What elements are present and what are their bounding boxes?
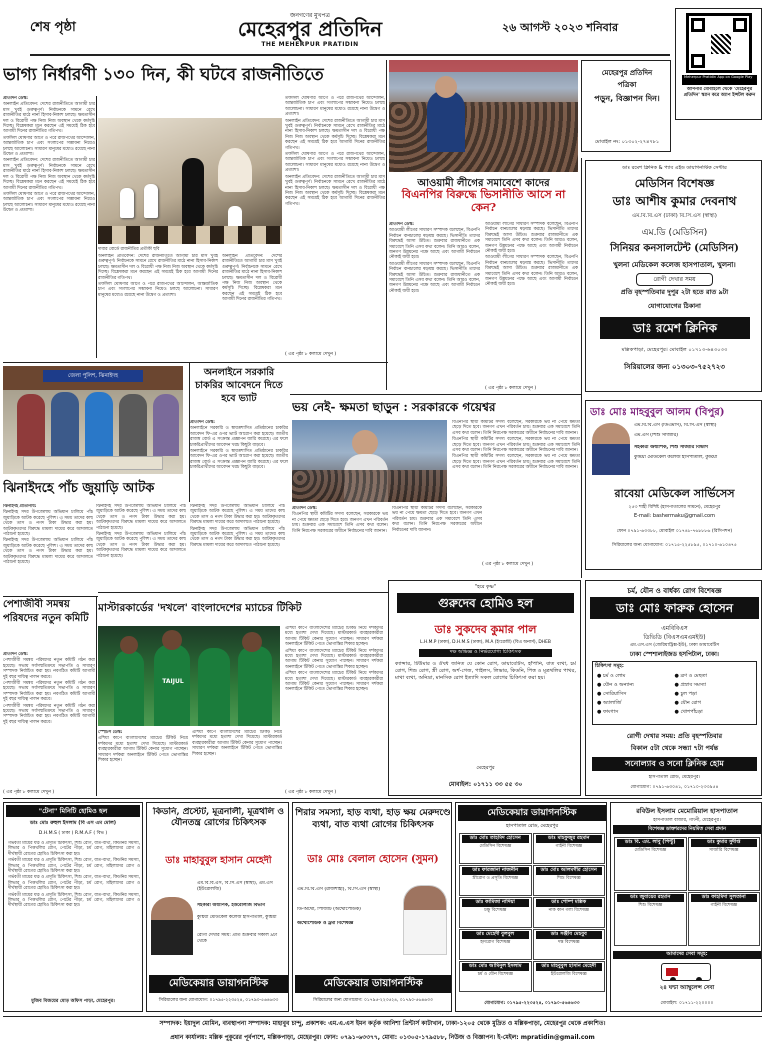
rabeya-doctor-name: ডাঃ মোঃ মাহবুবুল আলম (বিপুর) [590,407,725,418]
kidney-ad [146,802,289,1012]
doctor-card-name: ডাঃ ফারজানা নাজনীন [462,867,529,875]
doctor-ad-ashish [585,160,762,392]
gambling-body-c: ঝিনাইদহ সদর উপজেলায় অভিযান চালিয়ে পাঁচ জুয়াড়িকে আটক করেছে পুলিশ। এ সময় তাদের কাছ থেকে তাস ও নগদ টাকা উদ্ধার করা হয়। আটককৃতদের বিরুদ্ধে মামলা দায়ের করে আদালতে পাঠানো হয়েছে। [96,504,186,531]
faruk-service-item: ● ফাংগাস [597,709,619,715]
police-badge: জেলা পুলিশ, ঝিনাইদহ [43,370,143,382]
faruk-services-label: চিকিৎসা সমূহ: [595,663,624,669]
ad-specialty: মেডিসিন বিশেষজ্ঞ [634,177,715,190]
doctor-card [533,961,606,992]
lead-body-col2 [98,254,218,358]
gurudev-phone: মোবাইল: ০১৭১১ ৩৩ ৫৫ ৩০ [448,781,523,788]
doctor-card-info: মেডিসিন বিশেষজ্ঞ [479,844,512,849]
doctor-card [533,833,606,864]
doctor-card [533,897,606,928]
online-job-body [190,420,288,500]
online-job-body-a: অনলাইনে সরকারি ও স্বায়ত্তশাসিত প্রতিষ্ঠানের চাকরির আবেদন ফি-এর ওপর ভ্যাট আরোপ করা হয়েছে। জাতীয় রাজস্ব বোর্ড এ সংক্রান্ত প্রজ্ঞাপন জারি করেছে। এর ফলে চাকরিপ্রার্থীদের আবেদন খরচ কিছুটা বাড়বে। [190,426,288,448]
awami-headline: বিএনপির বিরুদ্ধে ভিসানীতি আসে না কেন? [401,188,566,214]
awami-body-c: আওয়ামী লীগের সাধারণ সম্পাদক বলেছেন, বিএনপি নির্বাচন বানচালের ষড়যন্ত্র করছে। ভিসানীতি তাদের বিরুদ্ধেই আসা উচিত। শুক্রবার রাজধানীতে এক সমাবেশে তিনি এসব কথা বলেন। তিনি আরও বলেন, জনগণ উন্নয়নের পক্ষে আছে এবং আগামী নির্বাচনে নৌকাই জয়ী হবে। [485,222,578,255]
doctor-card-name: ডাঃ বি. এম. লাবু (পিন্টু) [617,839,684,847]
rabeya-post: সহকারী অধ্যাপক, শিশু সার্জারি বিভাগ [634,445,708,450]
mini-homeo-degrees: D.H.M.S ( ঢাকা ) R.M.A.F ( বিভ ) [38,831,108,836]
rabiul-services-label: আমাদের সেবা সমূহ: [613,951,761,959]
faruk-visit-label: রোগী দেখার সময়: প্রতি বৃহস্পতিবার [626,732,723,740]
mastercard-body-b: এশিয়া কাপে বাংলাদেশের ম্যাচের টিকিট নিয়ে দর্শকদের মধ্যে হতাশা দেখা দিয়েছে। মাস্টারকার্ড ব্যবহারকারীরা আগাম টিকিট কেনার সুযোগ পাচ্ছেন। সাধারণ দর্শকরা অনলাইনে টিকিট পেতে ভোগান্তির শিকার হচ্ছেন। [192,730,282,757]
lead-body-2b: তফসিল ঘোষণার আগে ও পরে রাজপথের আন্দোলন, আন্তর্জাতিক চাপ এবং সংলাপের সম্ভাবনা নিয়েও চলছে আলোচনা। সাধারণ মানুষের মধ্যেও রয়েছে নানা উদ্বেগ ও প্রত্যাশা। [3,191,95,214]
nofear-body-c: বিএনপির স্থায়ী কমিটির সদস্য বলেছেন, সরকারকে ভয় না পেয়ে ক্ষমতা ছেড়ে দিতে হবে। জনগণ এখন পরিবর্তন চায়। শুক্রবার এক সমাবেশে তিনি এসব কথা বলেন। তিনি নিরপেক্ষ সরকারের অধীনে নির্বাচনের দাবি জানান। [452,420,580,436]
rabeya-email[interactable]: E-mail: bashermaku@gmail.com [633,513,715,519]
ad-contact-label: যোগাযোগের ঠিকানা [648,302,701,310]
gambling-byline: ঝিনাইদহ প্রতিনিধি: [3,504,37,509]
kidney-visit: রোগী দেখার সময়: প্রতি শুক্রবার সকাল ৯টা থেকে [197,933,278,944]
gambling-photo [3,366,183,474]
doctor-card-info: গাইনী বিশেষজ্ঞ [555,844,582,849]
bone-post: ডি-অর্থো, পিজিটি (অর্থোপেডিক) [297,907,361,912]
mastercard-continued[interactable]: ( এর পৃষ্ঠা ৮ কলামে দেখুন ) [285,790,337,795]
nofear-headline: ভয় নেই- ক্ষমতা ছাড়ুন : সরকারকে গয়েশ্বর [292,400,496,414]
ad-degrees: এম.বি.বি.এস (ঢাকা) বি.সি.এস (স্বাস্থ্য) [632,213,717,219]
gambling-body: ঝিনাইদহ সদর উপজেলায় অভিযান চালিয়ে পাঁচ জুয়াড়িকে আটক করেছে পুলিশ। এ সময় তাদের কাছ থেকে তাস ও নগদ টাকা উদ্ধার করা হয়। আটককৃতদের বিরুদ্ধে মামলা দায়ের করে আদালতে পাঠানো হয়েছে। [3,510,93,538]
doctor-card-name: ডাঃ মোঃ তাহমিদ হোসেন [462,835,529,843]
kidney-center: মেডিকেয়ার ডায়াগনস্টিক [149,975,288,993]
kidney-title: কিডনি, প্রস্টেট, মূত্রনালী, মূত্রথলি ও যৌনতন্ত্র রোগের চিকিৎসক [153,807,284,828]
ad-doctor-name: ডাঃ আশীষ কুমার দেবনাথ [612,194,737,208]
mini-homeo-body-a: গর্ভবতী মায়ের যত্ন ও প্রসূতি চিকিৎসা, শিশু রোগ, বাত-ব্যথা, কিডনির সমস্যা, লিভার ও পিত্তথলির রোগ, পেটের পীড়া, চর্ম রোগ, মহিলাদের রোগ ও দীর্ঘস্থায়ী রোগের হোমিও চিকিৎসা করা হয়। [8,841,140,857]
doctor-card [459,897,532,928]
gurudev-degrees: L.H.M.P (ঢাকা), D.H.M.S (ঢাকা), M.A (ইংরেজী) (বিএ অনার্স), DHEB [420,640,551,645]
doctor-card-info: গাইনী বিশেষজ্ঞ [710,903,737,908]
masthead [30,10,670,54]
doctor-card [614,837,687,891]
mastercard-headline: মাস্টারকার্ডের 'দখলে' বাংলাদেশের ম্যাচের টিকিট [98,602,302,614]
doctor-card-name: ডাঃ মাহবুবুল হাসান মেহেদী [536,963,603,971]
medicare-phone: যোগাযোগ: ০১৭৯৫-২২৩৫২৪, ০১৭৯০-৫৬৪৬৩৩ [484,1001,580,1006]
gambling-body-col3 [190,504,285,594]
lead-body-1: অনলাইন প্রতিবেদন: দেশের রাজনীতিতে আগামী চার মাস খুবই গুরুত্বপূর্ণ। নির্বাচনকে সামনে রেখে রাজনীতির মাঠে নানা হিসাব-নিকাশ চলছে। ক্ষমতাসীন দল ও বিরোধী পক্ষ নিজ নিজ অবস্থান থেকে কর্মসূচি দিচ্ছে। বিশ্লেষকরা মনে করছেন এই সময়েই ঠিক হবে আগামী দিনের রাজনীতির গতিপথ। [3,102,95,135]
mastercard-body: এশিয়া কাপে বাংলাদেশের ম্যাচের টিকিট নিয়ে দর্শকদের মধ্যে হতাশা দেখা দিয়েছে। মাস্টারকার্ড ব্যবহারকারীরা আগাম টিকিট কেনার সুযোগ পাচ্ছেন। সাধারণ দর্শকরা অনলাইনে টিকিট পেতে ভোগান্তির শিকার হচ্ছেন। [98,736,188,764]
nofear-body-col1 [292,506,388,582]
professional-continued[interactable]: ( এর পৃষ্ঠা ৮ কলামে দেখুন ) [3,790,55,795]
doctor-card-info: নাক কান গলা বিশেষজ্ঞ [548,908,589,913]
kidney-degrees: এম.বি.বি.এস, বি.সি.এস (স্বাস্থ্য), এম.এস (ইউরোলজি) [197,881,273,892]
ad-hospital: খুলনা মেডিকেল কলেজ হাসপাতাল, খুলনা। [613,261,736,269]
nofear-byline: প্রতিদিন ডেস্ক: [292,506,317,511]
faruk-services-list [593,672,756,717]
lead-body-1d: অনলাইন প্রতিবেদন: দেশের রাজনীতিতে আগামী চার মাস খুবই গুরুত্বপূর্ণ। নির্বাচনকে সামনে রেখে রাজনীতির মাঠে নানা হিসাব-নিকাশ চলছে। ক্ষমতাসীন দল ও বিরোধী পক্ষ নিজ নিজ অবস্থান থেকে কর্মসূচি দিচ্ছে। বিশ্লেষকরা মনে করছেন এই সময়েই ঠিক হবে আগামী দিনের রাজনীতির গতিপথ। [222,254,282,303]
faruk-diploma: ডিভিডি (বিএসএমএমইউ) [643,634,706,641]
kidney-hospital: কুষ্টিয়া মেডিকেল কলেজ হাসপাতাল, কুষ্টিয়া [197,915,277,920]
lead-body-col4 [285,96,385,348]
doctor-card [459,833,532,864]
mini-homeo-body [8,841,140,991]
ad-md: এম.ডি (মেডিসিন) [641,228,708,238]
professional-body [3,652,95,794]
nofear-continued[interactable]: ( এর পৃষ্ঠা ৮ কলামে দেখুন ) [482,562,534,567]
epaper-line1: মেহেরপুর প্রতিদিন [601,69,653,77]
epaper-line2: পত্রিকা [617,81,637,89]
doctor-card [688,837,761,891]
ad-clinic-banner: ডাঃ রমেশ ক্লিনিক [600,317,750,339]
awami-headline-top: আওয়ামী লীগের সমাবেশে কাদের [417,178,550,189]
awami-body: আওয়ামী লীগের সাধারণ সম্পাদক বলেছেন, বিএনপি নির্বাচন বানচালের ষড়যন্ত্র করছে। ভিসানীতি তাদের বিরুদ্ধেই আসা উচিত। শুক্রবার রাজধানীতে এক সমাবেশে তিনি এসব কথা বলেন। তিনি আরও বলেন, জনগণ উন্নয়নের পক্ষে আছে এবং আগামী নির্বাচনে নৌকাই জয়ী হবে। [389,228,480,261]
gurudev-name: গুরুদেব হোমিও হল [397,593,574,613]
doctor-card-name: ডাঃ কামিজা নাদিয়া [462,899,529,907]
awami-body-d: আওয়ামী লীগের সাধারণ সম্পাদক বলেছেন, বিএনপি নির্বাচন বানচালের ষড়যন্ত্র করছে। ভিসানীতি তাদের বিরুদ্ধেই আসা উচিত। শুক্রবার রাজধানীতে এক সমাবেশে তিনি এসব কথা বলেন। তিনি আরও বলেন, জনগণ উন্নয়নের পক্ষে আছে এবং আগামী নির্বাচনে নৌকাই জয়ী হবে। [485,255,578,288]
medicare-title: মেডিকেয়ার ডায়াগনস্টিক [458,805,606,821]
faruk-visit: বিকাল ৫টা থেকে সন্ধ্যা ৭টা পর্যন্ত [630,744,719,752]
rabeya-degrees: এম.বি.বি.এস (ডিএমসি), বি.সি.এস (স্বাস্থ্য) [634,423,717,428]
lead-body-2c: তফসিল ঘোষণার আগে ও পরে রাজপথের আন্দোলন, আন্তর্জাতিক চাপ এবং সংলাপের সম্ভাবনা নিয়েও চলছে আলোচনা। সাধারণ মানুষের মধ্যেও রয়েছে নানা উদ্বেগ ও প্রত্যাশা। [98,282,218,298]
faruk-service-item: ● যৌন ও অন্যান্য [597,682,634,688]
qr-code-icon[interactable] [686,13,752,73]
nofear-body: বিএনপির স্থায়ী কমিটির সদস্য বলেছেন, সরকারকে ভয় না পেয়ে ক্ষমতা ছেড়ে দিতে হবে। জনগণ এখন পরিবর্তন চায়। শুক্রবার এক সমাবেশে তিনি এসব কথা বলেন। তিনি নিরপেক্ষ সরকারের অধীনে নির্বাচনের দাবি জানান। [292,512,388,534]
mini-homeo-name: "টেনা" মিনিটি হোমিও হল [6,805,140,817]
gambling-body-b: ঝিনাইদহ সদর উপজেলায় অভিযান চালিয়ে পাঁচ জুয়াড়িকে আটক করেছে পুলিশ। এ সময় তাদের কাছ থেকে তাস ও নগদ টাকা উদ্ধার করা হয়। আটককৃতদের বিরুদ্ধে মামলা দায়ের করে আদালতে পাঠানো হয়েছে। [3,538,93,566]
rabeya-md: এম.এস (শিশু সার্জারি) [634,433,679,438]
doctor-card-name: ডাঃ মাহফুজুর রহমান [536,835,603,843]
medicare-subtitle: হাসপাতাল রোড, মেহেরপুর [506,824,558,829]
lead-body-2d: তফসিল ঘোষণার আগে ও পরে রাজপথের আন্দোলন, আন্তর্জাতিক চাপ এবং সংলাপের সম্ভাবনা নিয়েও চলছে আলোচনা। সাধারণ মানুষের মধ্যেও রয়েছে নানা উদ্বেগ ও প্রত্যাশা। [285,96,385,118]
epaper-line3: পড়ুন, বিজ্ঞাপন দিন। [594,94,660,103]
rabeya-ad [585,400,762,570]
gambling-body-col2 [96,504,186,594]
mini-homeo-doctor: ডাঃ মোঃ রুহুল ইসলাম (বি এস এম মোল) [30,820,116,826]
doctor-card-info: হৃদরোগ বিশেষজ্ঞ [480,940,511,945]
gambling-headline: ঝিনাইদহে পাঁচ জুয়াড়ি আটক [3,481,155,496]
mastercard-body-d: এশিয়া কাপে বাংলাদেশের ম্যাচের টিকিট নিয়ে দর্শকদের মধ্যে হতাশা দেখা দিয়েছে। মাস্টারকার্ড ব্যবহারকারীরা আগাম টিকিট কেনার সুযোগ পাচ্ছেন। সাধারণ দর্শকরা অনলাইনে টিকিট পেতে ভোগান্তির শিকার হচ্ছেন। [285,648,383,670]
doctor-card [459,929,532,960]
doctor-card [459,865,532,896]
jersey-text: TAIJUL [162,678,184,685]
doctor-card-name: ডাঃ মোঃ আলমগীর হোসেন [536,867,603,875]
gambling-body-col1 [3,504,93,594]
newspaper-name: মেহেরপুর প্রতিদিন [237,17,383,41]
epaper-box[interactable] [581,60,671,152]
lead-headline: ভাগ্য নির্ধারণী ১৩০ দিন, কী ঘটবে রাজনীতিতে [3,65,324,85]
faruk-clinic: সনোল্যাব ও সনো ক্লিনিক হোম [592,757,757,771]
online-job-body-b: অনলাইনে সরকারি ও স্বায়ত্তশাসিত প্রতিষ্ঠানের চাকরির আবেদন ফি-এর ওপর ভ্যাট আরোপ করা হয়েছে। জাতীয় রাজস্ব বোর্ড এ সংক্রান্ত প্রজ্ঞাপন জারি করেছে। এর ফলে চাকরিপ্রার্থীদের আবেদন খরচ কিছুটা বাড়বে। [190,449,288,471]
online-job-byline: প্রতিদিন ডেস্ক: [190,420,215,425]
rabiul-title: রবিউল ইসলাম মেমোরিয়াল হাসপাতাল [636,807,738,815]
kidney-doctor-photo [151,897,193,955]
professional-headline: পেশাজীবী সমন্বয় পরিষদের নতুন কমিটি [3,599,89,624]
gurudev-body: ক্যান্সার, টিউমার ও ঔষধ জনিত যে কোন রোগ, ডায়াবেটিস, হাঁপানি, বাত ব্যথা, চর্ম রোগ, শিশু রোগ, স্ত্রী রোগ, অর্শ-গেজ, পাইলস, লিভার, কিডনি, পিত্ত ও মূত্রথলির পাথর, মাথা ব্যথা, অনিদ্রা, মানসিক রোগ ইত্যাদি সকল রোগের চিকিৎসা করা হয়। [395,661,576,681]
faruk-service-item: ● চর্ম ও লোম [597,673,626,679]
lead-continued[interactable]: ( এর পৃষ্ঠা ৮ কলামে দেখুন ) [285,352,337,357]
mastercard-byline: স্পোর্টস ডেস্ক: [98,730,123,735]
professional-body-c: পেশাজীবী সমন্বয় পরিষদের নতুন কমিটি গঠন করা হয়েছে। সভায় সর্বসম্মতিক্রমে সভাপতি ও সাধারণ সম্পাদক নির্বাচিত করা হয়। নবগঠিত কমিটি আগামী দুই বছর দায়িত্ব পালন করবে। [3,703,95,725]
bone-doctor-photo [403,885,447,955]
faruk-service-item: ● খোশপাঁচড়া [674,709,703,715]
mini-homeo-ad [3,802,143,1012]
doctor-card-info: চক্ষু বিশেষজ্ঞ [484,908,507,913]
rabeya-name: রাবেয়া মেডিকেল সার্ভিসেস [614,487,735,500]
nofear-photo [292,420,447,502]
doctor-card-name: ডাঃ জুবায়ের রহমান [617,894,684,902]
faruk-name: ডাঃ মোঃ ফারুক হোসেন [590,597,759,619]
faruk-specialty: চর্ম, যৌন ও বার্ধক্য রোগ বিশেষজ্ঞ [627,587,722,595]
qr-box [675,8,762,120]
doctor-card-info: সার্জারি বিশেষজ্ঞ [709,848,739,853]
awami-byline: প্রতিদিন ডেস্ক: [389,222,414,227]
footer-line2: প্রধান কার্যালয়: মল্লিক পুকুরের পূর্বপাশে, মল্লিকপাড়া, মেহেরপুর। ফোন: ০৭৯১-৬৩৩৭৭, মোবা: ০১৩০৫-১৭৯৫৮৮, নিউজ ও বিজ্ঞাপন। ই-মেইল: mpratidin@gmail.com [170,1034,595,1041]
rabiul-phone: মোবাইল: ০১৭১১-২২০০০০ [660,1001,714,1006]
professional-body-a: পেশাজীবী সমন্বয় পরিষদের নতুন কমিটি গঠন করা হয়েছে। সভায় সর্বসম্মতিক্রমে সভাপতি ও সাধারণ সম্পাদক নির্বাচিত করা হয়। নবগঠিত কমিটি আগামী দুই বছর দায়িত্ব পালন করবে। [3,658,95,680]
ad-address: মল্লিকপাড়া, মেহেরপুর। মোবাইল ০১৭১৩-৬৪৩০৩৩ [621,347,728,353]
medicare-doctor-grid [459,833,605,993]
lead-body-1c: অনলাইন প্রতিবেদন: দেশের রাজনীতিতে আগামী চার মাস খুবই গুরুত্বপূর্ণ। নির্বাচনকে সামনে রেখে রাজনীতির মাঠে নানা হিসাব-নিকাশ চলছে। ক্ষমতাসীন দল ও বিরোধী পক্ষ নিজ নিজ অবস্থান থেকে কর্মসূচি দিচ্ছে। বিশ্লেষকরা মনে করছেন এই সময়েই ঠিক হবে আগামী দিনের রাজনীতির গতিপথ। [98,254,218,281]
rabiul-banner: বিশেষজ্ঞ ডাক্তারদের নিয়মিত সেবা প্রদান [613,825,761,834]
gurudev-address: মেহেরপুর [476,765,495,771]
doctor-card-name: ডাঃ পোষ্প মল্লিক [536,899,603,907]
awami-continued[interactable]: ( এর পৃষ্ঠা ৮ কলামে দেখুন ) [485,386,537,391]
medicare-ad [455,802,607,1012]
rabeya-address: ২৫৩ শাহী বিশিষ্ট (হাসপাতালের সামনে), মেহেরপুর [628,505,721,510]
nofear-body-d: বিএনপির স্থায়ী কমিটির সদস্য বলেছেন, সরকারকে ভয় না পেয়ে ক্ষমতা ছেড়ে দিতে হবে। জনগণ এখন পরিবর্তন চায়। শুক্রবার এক সমাবেশে তিনি এসব কথা বলেন। তিনি নিরপেক্ষ সরকারের অধীনে নির্বাচনের দাবি জানান। [452,437,580,454]
doctor-card-info: শিশু বিশেষজ্ঞ [638,903,663,908]
mastercard-body-col1 [98,730,188,796]
gambling-body-e: ঝিনাইদহ সদর উপজেলায় অভিযান চালিয়ে পাঁচ জুয়াড়িকে আটক করেছে পুলিশ। এ সময় তাদের কাছ থেকে তাস ও নগদ টাকা উদ্ধার করা হয়। আটককৃতদের বিরুদ্ধে মামলা দায়ের করে আদালতে পাঠানো হয়েছে। [190,504,285,526]
mastercard-body-c: এশিয়া কাপে বাংলাদেশের ম্যাচের টিকিট নিয়ে দর্শকদের মধ্যে হতাশা দেখা দিয়েছে। মাস্টারকার্ড ব্যবহারকারীরা আগাম টিকিট কেনার সুযোগ পাচ্ছেন। সাধারণ দর্শকরা অনলাইনে টিকিট পেতে ভোগান্তির শিকার হচ্ছেন। [285,626,383,648]
lead-photo [98,118,282,244]
faruk-service-item: ● প্রস্রাব সমস্যা [674,682,706,688]
bone-doctor: ডাঃ মোঃ বেলাল হোসেন (সুমন) [307,854,439,865]
doctor-card-name: ডাঃ সঞ্জীব মেহবুব [536,931,603,939]
footer-line1: সম্পাদক: ইয়াদুল মোমিন, ব্যবস্থাপনা সম্পাদক: মাহাবুব চান্দু, প্রকাশক: এম.এ.এস ইমন কর্তৃক আনিশা প্রিন্টার্স কাটাখান, ঢাকা-১২০৫ থেকে মুদ্রিত ও মল্লিকপাড়া, মেহেরপুর থেকে প্রকাশিত। [159,1020,606,1027]
gurudev-doctor: ডাঃ সুকদেব কুমার পাল [434,623,537,636]
faruk-degrees: এমবিবিএস [661,625,688,632]
gurudev-tagline: দক্ষ অভিজ্ঞ ও নির্ভরযোগ্য চিকিৎসক [419,649,552,657]
gambling-body-d: ঝিনাইদহ সদর উপজেলায় অভিযান চালিয়ে পাঁচ জুয়াড়িকে আটক করেছে পুলিশ। এ সময় তাদের কাছ থেকে তাস ও নগদ টাকা উদ্ধার করা হয়। আটককৃতদের বিরুদ্ধে মামলা দায়ের করে আদালতে পাঠানো হয়েছে। [96,532,186,559]
doctor-card-info: চর্ম ও যৌন বিশেষজ্ঞ [477,972,513,977]
issue-date: ২৬ আগস্ট ২০২৩ শনিবার [502,21,619,34]
rabeya-phone: ফোন ০৭৯১-৬৩৩৮৮, মোবাইল ০১৭৪৮-৭৬৮৮৮৬ (রিসিপশন) [616,529,733,534]
faruk-service-item: ● চুল পড়া [674,691,697,697]
mini-homeo-body-c: গর্ভবতী মায়ের যত্ন ও প্রসূতি চিকিৎসা, শিশু রোগ, বাত-ব্যথা, কিডনির সমস্যা, লিভার ও পিত্তথলির রোগ, পেটের পীড়া, চর্ম রোগ, মহিলাদের রোগ ও দীর্ঘস্থায়ী রোগের হোমিও চিকিৎসা করা হয়। [8,875,140,892]
rabiul-ambulance: ২৪ ঘন্টা অ্যাম্বুলেন্স সেবা [659,985,715,991]
nofear-body-e: বিএনপির স্থায়ী কমিটির সদস্য বলেছেন, সরকারকে ভয় না পেয়ে ক্ষমতা ছেড়ে দিতে হবে। জনগণ এখন পরিবর্তন চায়। শুক্রবার এক সমাবেশে তিনি এসব কথা বলেন। তিনি নিরপেক্ষ সরকারের অধীনে নির্বাচনের দাবি জানান। [452,454,580,471]
lead-body-col1 [3,96,95,358]
lead-body-1f: অনলাইন প্রতিবেদন: দেশের রাজনীতিতে আগামী চার মাস খুবই গুরুত্বপূর্ণ। নির্বাচনকে সামনে রেখে রাজনীতির মাঠে নানা হিসাব-নিকাশ চলছে। ক্ষমতাসীন দল ও বিরোধী পক্ষ নিজ নিজ অবস্থান থেকে কর্মসূচি দিচ্ছে। বিশ্লেষকরা মনে করছেন এই সময়েই ঠিক হবে আগামী দিনের রাজনীতির গতিপথ। [285,174,385,207]
doctor-card-info: মেডিসিন বিশেষজ্ঞ [634,848,667,853]
page-label: শেষ পৃষ্ঠা [30,20,76,35]
lead-body-2e: তফসিল ঘোষণার আগে ও পরে রাজপথের আন্দোলন, আন্তর্জাতিক চাপ এবং সংলাপের সম্ভাবনা নিয়েও চলছে আলোচনা। সাধারণ মানুষের মধ্যেও রয়েছে নানা উদ্বেগ ও প্রত্যাশা। [285,152,385,174]
lead-body-col3 [222,254,282,358]
doctor-card-info: স্ত্রীরোগ ও প্রসূতি বিশেষজ্ঞ [472,876,518,881]
faruk-hospital: ঢাকা স্পেশালাইজড হসপিটাল, ঢাকা। [630,651,719,658]
faruk-extra: এম.এস.এস (জেরিয়াট্রিক্স-ইউ), ঢাকা ডায়াবেটিস [629,643,720,648]
kidney-phone: সিরিয়ালের জন্য যোগাযোগ: ০১৭৯৫-২২৩৫২৪, ০১৭৯০-৫৬৪৬৩৩ [158,998,279,1003]
ad-post: সিনিয়র কনসালটেন্ট (মেডিসিন) [610,243,739,254]
faruk-ad [585,580,762,796]
doctor-card [533,865,606,896]
doctor-card-info: শিশু বিশেষজ্ঞ [556,876,581,881]
professional-byline: প্রতিদিন ডেস্ক: [3,652,28,657]
doctor-card-name: ডাঃ মেহেদী বুলবুল [462,931,529,939]
doctor-card-name: ডাঃ মোঃ আমিনুল ইসলাম [462,963,529,971]
gurudev-tag: "হরে কৃষ্ণ" [474,584,497,590]
qr-caption: আপনার মোবাইলে থেকে 'মেহেরপুর প্রতিদিন' স্ক্যান করে অ্যাপ ইন্সটল করুন [683,87,756,98]
bone-ad [292,802,452,1012]
mini-homeo-footer: মুজিব বিজয়ের মোড় অফিস পাড়া, মেহেরপুর। [31,999,115,1004]
doctor-card [614,892,687,946]
mini-homeo-body-d: গর্ভবতী মায়ের যত্ন ও প্রসূতি চিকিৎসা, শিশু রোগ, বাত-ব্যথা, কিডনির সমস্যা, লিভার ও পিত্তথলির রোগ, পেটের পীড়া, চর্ম রোগ, মহিলাদের রোগ ও দীর্ঘস্থায়ী রোগের হোমিও চিকিৎসা করা হয়। [8,892,140,909]
bone-degrees: এম.বি.বি.এস (রাজশাহী), বি.সি.এস (স্বাস্থ্য) [297,887,381,892]
newspaper-name-en: THE MEHERPUR PRATIDIN [261,41,359,48]
faruk-service-item: ● সোরিয়াসিস [597,691,627,697]
google-play-icon[interactable]: Meherpur Pratidin App on Google Play [682,75,757,85]
rabeya-doctor-photo [592,423,630,475]
doctor-card-name: ডাঃ কুমার সুদীপ্ত [691,839,758,847]
gurudev-ad [388,580,581,796]
faruk-address: হাসপাতাল রোড, মেহেরপুর। [648,775,701,780]
ambulance-icon [661,963,711,981]
doctor-card [688,892,761,946]
nofear-body-col3 [452,420,580,556]
lead-byline: প্রতিদিন ডেস্ক: [3,96,28,101]
lead-body-1e: অনলাইন প্রতিবেদন: দেশের রাজনীতিতে আগামী চার মাস খুবই গুরুত্বপূর্ণ। নির্বাচনকে সামনে রেখে রাজনীতির মাঠে নানা হিসাব-নিকাশ চলছে। ক্ষমতাসীন দল ও বিরোধী পক্ষ নিজ নিজ অবস্থান থেকে কর্মসূচি দিচ্ছে। বিশ্লেষকরা মনে করছেন এই সময়েই ঠিক হবে আগামী দিনের রাজনীতির গতিপথ। [285,118,385,151]
mini-homeo-body-b: গর্ভবতী মায়ের যত্ন ও প্রসূতি চিকিৎসা, শিশু রোগ, বাত-ব্যথা, কিডনির সমস্যা, লিভার ও পিত্তথলির রোগ, পেটের পীড়া, চর্ম রোগ, মহিলাদের রোগ ও দীর্ঘস্থায়ী রোগের হোমিও চিকিৎসা করা হয়। [8,858,140,875]
faruk-phone: যোগাযোগ: ০৭৯১-৬৩০৪১, ০১৭১০-২৩৩৯৫৪ [630,785,719,790]
nofear-body-b: বিএনপির স্থায়ী কমিটির সদস্য বলেছেন, সরকারকে ভয় না পেয়ে ক্ষমতা ছেড়ে দিতে হবে। জনগণ এখন পরিবর্তন চায়। শুক্রবার এক সমাবেশে তিনি এসব কথা বলেন। তিনি নিরপেক্ষ সরকারের অধীনে নির্বাচনের দাবি জানান। [392,506,482,533]
lead-body-1b: অনলাইন প্রতিবেদন: দেশের রাজনীতিতে আগামী চার মাস খুবই গুরুত্বপূর্ণ। নির্বাচনকে সামনে রেখে রাজনীতির মাঠে নানা হিসাব-নিকাশ চলছে। ক্ষমতাসীন দল ও বিরোধী পক্ষ নিজ নিজ অবস্থান থেকে কর্মসূচি দিচ্ছে। বিশ্লেষকরা মনে করছেন এই সময়েই ঠিক হবে আগামী দিনের রাজনীতির গতিপথ। [3,158,95,191]
bone-title: শিরার সমস্যা, হাড় ব্যথা, হাড় ক্ষয় মেরুদণ্ডে ব্যথা, বাত ব্যথা রোগের চিকিৎসক [295,808,451,830]
faruk-service-item: ● ব্রণ ও মেছতা [674,673,707,679]
doctor-card-name: ডাঃ ফাহমিদা সুলতানা [691,894,758,902]
awami-body-b: আওয়ামী লীগের সাধারণ সম্পাদক বলেছেন, বিএনপি নির্বাচন বানচালের ষড়যন্ত্র করছে। ভিসানীতি তাদের বিরুদ্ধেই আসা উচিত। শুক্রবার রাজধানীতে এক সমাবেশে তিনি এসব কথা বলেন। তিনি আরও বলেন, জনগণ উন্নয়নের পক্ষে আছে এবং আগামী নির্বাচনে নৌকাই জয়ী হবে। [389,261,480,294]
kidney-doctor: ডাঃ মাহাবুবুল হাসান মেহেদী [165,855,272,866]
faruk-service-item: ● যৌন রোগ [674,700,701,706]
doctor-card-info: দন্ত বিশেষজ্ঞ [558,940,580,945]
rally-photo [389,60,578,172]
rabiul-subtitle: হাসপাতাল বাজার, গাংনী, মেহেরপুর। [653,818,721,823]
awami-body-col1 [389,222,480,392]
doctor-card-info: ইউরোলজি বিশেষজ্ঞ [550,972,587,977]
mastercard-body-col2 [192,730,282,796]
bone-hospital: অর্থোপেডিক ও ট্রমা বিশেষজ্ঞ [297,921,354,926]
rabeya-serial: সিরিয়ালের জন্য যোগাযোগ: ০১৭১৫-২২৫৮৯৫, ০১৭১০-৬১০৪৭৫ [611,543,738,548]
masthead-tagline: জনগণের মুখপত্র [290,12,330,19]
rabiul-doctor-grid [614,837,760,947]
bone-center: মেডিকেয়ার ডায়াগনস্টিক [295,975,451,993]
faruk-service-item: ● অ্যালার্জি [597,700,622,706]
ad-visit: প্রতি বৃহস্পতিবার দুপুর ২টা হতে রাত ৯টা [620,288,729,296]
lead-photo-caption: দাবার বোর্ডে রাজনীতির প্রতীকী ছবি [98,247,160,252]
professional-body-b: পেশাজীবী সমন্বয় পরিষদের নতুন কমিটি গঠন করা হয়েছে। সভায় সর্বসম্মতিক্রমে সভাপতি ও সাধারণ সম্পাদক নির্বাচিত করা হয়। নবগঠিত কমিটি আগামী দুই বছর দায়িত্ব পালন করবে। [3,681,95,703]
doctor-card [533,929,606,960]
lead-body-2: তফসিল ঘোষণার আগে ও পরে রাজপথের আন্দোলন, আন্তর্জাতিক চাপ এবং সংলাপের সম্ভাবনা নিয়েও চলছে আলোচনা। সাধারণ মানুষের মধ্যেও রয়েছে নানা উদ্বেগ ও প্রত্যাশা। [3,135,95,158]
ad-visit-label: রোগী দেখার সময় [636,273,713,286]
faruk-services-box [592,661,757,725]
online-job-headline: অনলাইনে সরকারি চাকরির আবেদনে দিতে হবে ভ্যাট [195,367,283,404]
mastercard-body-e: এশিয়া কাপে বাংলাদেশের ম্যাচের টিকিট নিয়ে দর্শকদের মধ্যে হতাশা দেখা দিয়েছে। মাস্টারকার্ড ব্যবহারকারীরা আগাম টিকিট কেনার সুযোগ পাচ্ছেন। সাধারণ দর্শকরা অনলাইনে টিকিট পেতে ভোগান্তির শিকার হচ্ছেন। [285,671,383,693]
gambling-body-f: ঝিনাইদহ সদর উপজেলায় অভিযান চালিয়ে পাঁচ জুয়াড়িকে আটক করেছে পুলিশ। এ সময় তাদের কাছ থেকে তাস ও নগদ টাকা উদ্ধার করা হয়। আটককৃতদের বিরুদ্ধে মামলা দায়ের করে আদালতে পাঠানো হয়েছে। [190,526,285,548]
epaper-phone: মোবাইল নং: ০১৩০২-২৭৪৭৮১ [594,139,660,145]
rabiul-ad [610,802,762,1012]
awami-body-col2 [485,222,578,382]
kidney-post: সহকারী অধ্যাপক, ইউরোলজি বিভাগ [197,903,266,908]
bone-phone: সিরিয়ালের জন্য যোগাযোগ: ০১৭৯৫-২২৩৫২৪, ০১৭৯০-৫৬৪৬৩৩ [313,998,433,1003]
doctor-card [459,961,532,992]
mastercard-body-col3 [285,626,383,788]
rabeya-hospital: কুষ্টিয়া মেডিকেল কলেজ হাসপাতাল, কুষ্টিয়া [634,455,718,460]
cricket-photo [98,626,280,726]
ad-serial: সিরিয়ালের জন্য ০১৩০৩-৭৫২৭২৩ [624,363,725,371]
ad-header: ডাঃ রমেশ ক্লিনিক & প্যাব এইড ডায়াগনস্টিক সেন্টার [622,165,727,171]
